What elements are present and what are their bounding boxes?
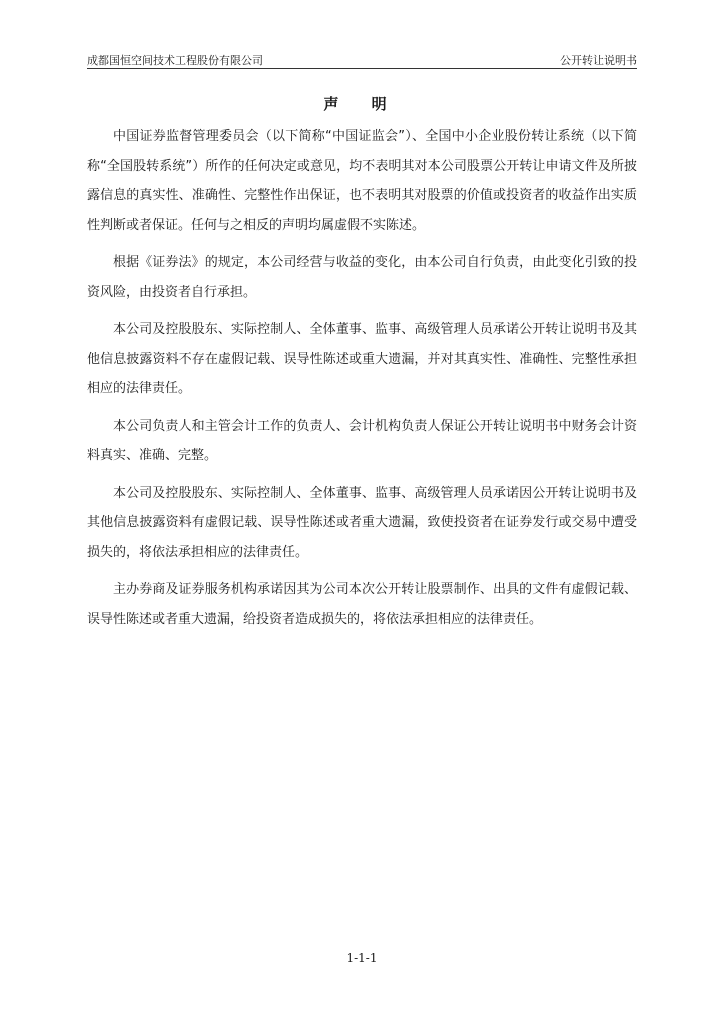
paragraph-investment-risk: 根据《证券法》的规定，本公司经营与收益的变化，由本公司自行负责，由此变化引致的投资风险，由投资者自行承担。 — [87, 255, 637, 300]
paragraph-company-commitment: 本公司及控股股东、实际控制人、全体董事、监事、高级管理人员承诺公开转让说明书及其他信息披露资料不存在虚假记载、误导性陈述或重大遗漏，并对其真实性、准确性、完整性承担相应的法律责任。 — [87, 322, 637, 396]
header-document-type: 公开转让说明书 — [560, 54, 637, 67]
page-number: 1-1-1 — [346, 951, 378, 965]
paragraph-regulator-disclaimer: 中国证券监督管理委员会（以下简称“中国证监会”）、全国中小企业股份转让系统（以下简称“全国股转系统”）所作的任何决定或意见，均不表明其对本公司股票公开转让申请文件及所披露信息的真实性、准确性、完整性作出保证，也不表明其对股票的价值或投资者的收益作出实质性判断或者保证。任何与之相反的声明均属虚假不实陈述。 — [87, 129, 637, 233]
declaration-body — [87, 122, 637, 642]
paragraph-financial-guarantee: 本公司负责人和主管会计工作的负责人、会计机构负责人保证公开转让说明书中财务会计资料真实、准确、完整。 — [87, 418, 637, 463]
header-company-name: 成都国恒空间技术工程股份有限公司 — [87, 54, 263, 67]
page-title: 声 明 — [323, 95, 401, 113]
page-header — [87, 50, 637, 69]
paragraph-broker-commitment: 主办券商及证券服务机构承诺因其为公司本次公开转让股票制作、出具的文件有虚假记载、误导性陈述或者重大遗漏，给投资者造成损失的，将依法承担相应的法律责任。 — [87, 582, 637, 627]
paragraph-liability-commitment: 本公司及控股股东、实际控制人、全体董事、监事、高级管理人员承诺因公开转让说明书及其他信息披露资料有虚假记载、误导性陈述或者重大遗漏，致使投资者在证券发行或交易中遭受损失的，将依法承担相应的法律责任。 — [87, 485, 637, 560]
